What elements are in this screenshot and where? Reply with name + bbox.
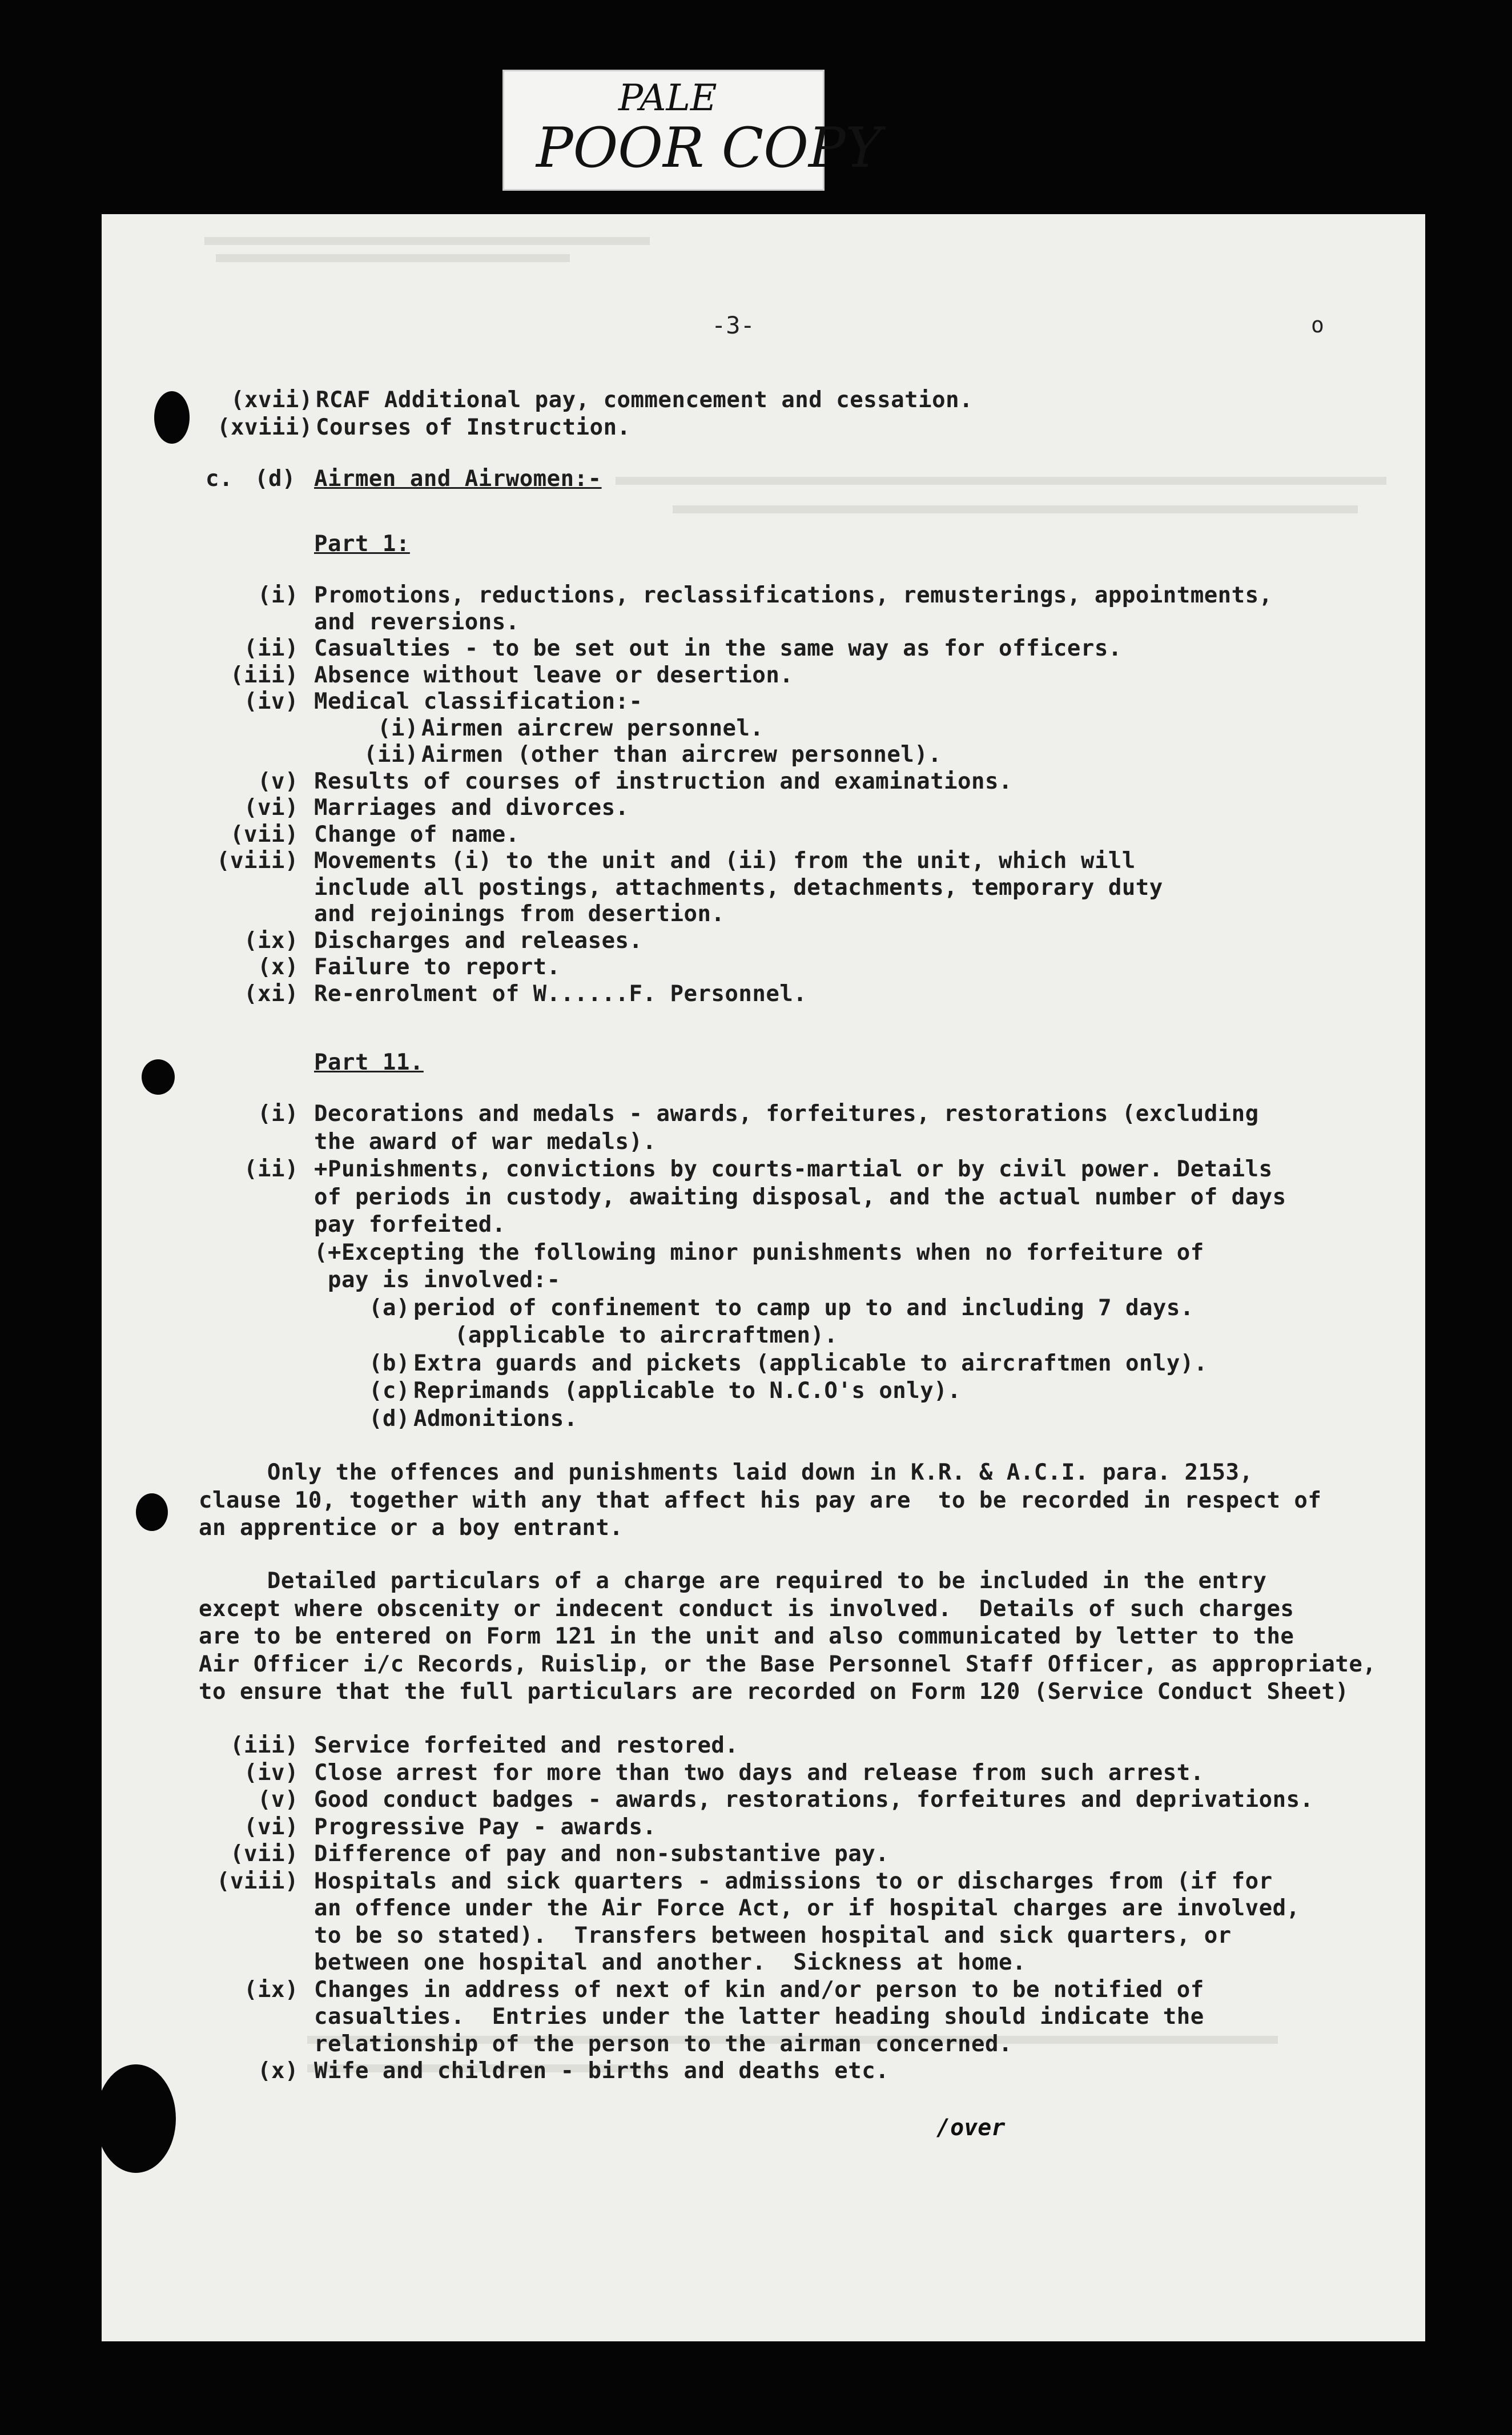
list-item-number: (vi) [244, 795, 299, 821]
document-page [102, 214, 1425, 2341]
list-item-number: (vii) [230, 821, 299, 847]
list-item: Airmen (other than aircrew personnel). [421, 742, 942, 768]
list-item: Marriages and divorces. [314, 795, 629, 821]
list-item: relationship of the person to the airman concerned. [314, 2031, 1012, 2057]
list-item-number: (ix) [244, 927, 299, 954]
list-item: the award of war medals). [314, 1128, 657, 1155]
list-item-number: (viii) [216, 1868, 299, 1894]
list-item-number: (x) [258, 954, 299, 980]
list-item-number: (iv) [244, 689, 299, 714]
punch-hole [136, 1493, 168, 1531]
list-item: Courses of Instruction. [316, 415, 631, 440]
list-item-number: (i) [377, 715, 419, 741]
list-item-number: (iii) [230, 1733, 299, 1758]
list-item: pay forfeited. [314, 1212, 506, 1237]
paragraph-line: to ensure that the full particulars are recorded on Form 120 (Service Conduct Sheet) [199, 1679, 1349, 1705]
list-item-number: (iii) [230, 662, 299, 688]
punch-hole [96, 2064, 176, 2173]
paragraph-line: except where obscenity or indecent conduct is involved. Details of such charges [199, 1596, 1294, 1622]
sub-item: (applicable to aircraftmen). [413, 1323, 838, 1348]
list-item: Wife and children - births and deaths etc. [314, 2058, 890, 2084]
list-item-number: (xi) [244, 981, 299, 1007]
part1-heading: Part 1: [314, 531, 410, 557]
list-item: Results of courses of instruction and examinations. [314, 768, 1012, 794]
list-item: Promotions, reductions, reclassifications, remusterings, appointments, [314, 582, 1273, 608]
paragraph-line: Only the offences and punishments laid down in K.R. & A.C.I. para. 2153, [199, 1460, 1253, 1485]
list-item: Changes in address of next of kin and/or person to be notified of [314, 1976, 1204, 2003]
list-item-number: (x) [258, 2058, 299, 2084]
list-item: Service forfeited and restored. [314, 1733, 739, 1758]
punch-hole [142, 1059, 175, 1095]
section-marker-number: c. [206, 466, 233, 492]
corner-mark: o [1311, 312, 1324, 337]
section-label-number: (d) [255, 466, 296, 492]
list-item-number: (ii) [244, 1156, 299, 1182]
list-item-number: (viii) [216, 848, 299, 874]
list-item: Decorations and medals - awards, forfeitures, restorations (excluding [314, 1101, 1259, 1127]
paragraph-line: Detailed particulars of a charge are required to be included in the entry [199, 1568, 1267, 1594]
list-item-number: (ii) [244, 636, 299, 661]
paragraph-line: Air Officer i/c Records, Ruislip, or the Base Personnel Staff Officer, as appropriate, [199, 1651, 1377, 1677]
sub-item-number: (d) [369, 1405, 410, 1432]
list-item-number: (i) [258, 1101, 299, 1127]
list-item: Close arrest for more than two days and release from such arrest. [314, 1759, 1204, 1786]
label-pale: PALE [618, 77, 717, 119]
list-item: of periods in custody, awaiting disposal, and the actual number of days [314, 1184, 1286, 1210]
list-item: Movements (i) to the unit and (ii) from the unit, which will [314, 848, 1136, 874]
list-item: an offence under the Air Force Act, or if hospital charges are involved, [314, 1895, 1300, 1921]
sub-item-number: (a) [369, 1295, 410, 1321]
paragraph-line: clause 10, together with any that affect his pay are to be recorded in respect of [199, 1487, 1322, 1513]
list-item-number: (v) [258, 768, 299, 794]
list-item: Medical classification:- [314, 689, 643, 714]
list-item: RCAF Additional pay, commencement and cessation. [316, 387, 974, 413]
list-item: Difference of pay and non-substantive pay. [314, 1841, 890, 1867]
list-item: casualties. Entries under the latter heading should indicate the [314, 2004, 1204, 2030]
sub-item: period of confinement to camp up to and including 7 days. [413, 1295, 1194, 1321]
list-item: Failure to report. [314, 954, 561, 980]
list-item: Airmen aircrew personnel. [421, 715, 764, 741]
paragraph-line: an apprentice or a boy entrant. [199, 1515, 624, 1541]
list-item: Good conduct badges - awards, restorations, forfeitures and deprivations. [314, 1787, 1314, 1813]
list-item: Absence without leave or desertion. [314, 662, 794, 688]
list-item: Change of name. [314, 821, 520, 847]
paragraph-line: are to be entered on Form 121 in the unit and also communicated by letter to the [199, 1624, 1294, 1649]
list-item-number: (i) [258, 582, 299, 608]
list-item: to be so stated). Transfers between hospital and sick quarters, or [314, 1922, 1232, 1948]
list-item: Re-enrolment of W......F. Personnel. [314, 981, 807, 1007]
punch-hole [154, 391, 190, 444]
list-item: Discharges and releases. [314, 927, 643, 954]
list-item: between one hospital and another. Sickness at home. [314, 1950, 1026, 1975]
part2-heading: Part 11. [314, 1050, 424, 1075]
archive-label-card [502, 70, 882, 191]
section-title: Airmen and Airwomen:- [314, 466, 602, 492]
list-item-number: (ii) [364, 742, 419, 768]
list-item: +Punishments, convictions by courts-martial or by civil power. Details [314, 1156, 1273, 1182]
list-item-number: (v) [258, 1787, 299, 1813]
label-poor-copy: POOR COPY [536, 116, 882, 180]
list-item-number: (iv) [244, 1759, 299, 1786]
sub-item: Extra guards and pickets (applicable to aircraftmen only). [413, 1350, 1208, 1376]
list-item-number: (ix) [244, 1976, 299, 2003]
page-number: -3- [711, 311, 755, 339]
sub-item-number: (b) [369, 1350, 410, 1376]
sub-item: Admonitions. [413, 1405, 578, 1432]
list-item: Progressive Pay - awards. [314, 1814, 657, 1840]
sub-item-number: (c) [369, 1378, 410, 1404]
list-item: Casualties - to be set out in the same way as for officers. [314, 636, 1122, 661]
list-item-number: (vii) [230, 1841, 299, 1867]
over-note: /over [936, 2115, 1006, 2141]
list-item: and reversions. [314, 609, 520, 635]
list-item: Hospitals and sick quarters - admissions to or discharges from (if for [314, 1868, 1273, 1894]
list-item-number: (xvii) [231, 387, 313, 413]
list-item-number: (xviii) [217, 415, 313, 440]
list-item-number: (vi) [244, 1814, 299, 1840]
list-item: pay is involved:- [314, 1267, 561, 1293]
sub-item: Reprimands (applicable to N.C.O's only). [413, 1378, 962, 1404]
list-item: and rejoinings from desertion. [314, 901, 725, 927]
list-item: include all postings, attachments, detachments, temporary duty [314, 874, 1163, 901]
list-item: (+Excepting the following minor punishments when no forfeiture of [314, 1239, 1204, 1265]
